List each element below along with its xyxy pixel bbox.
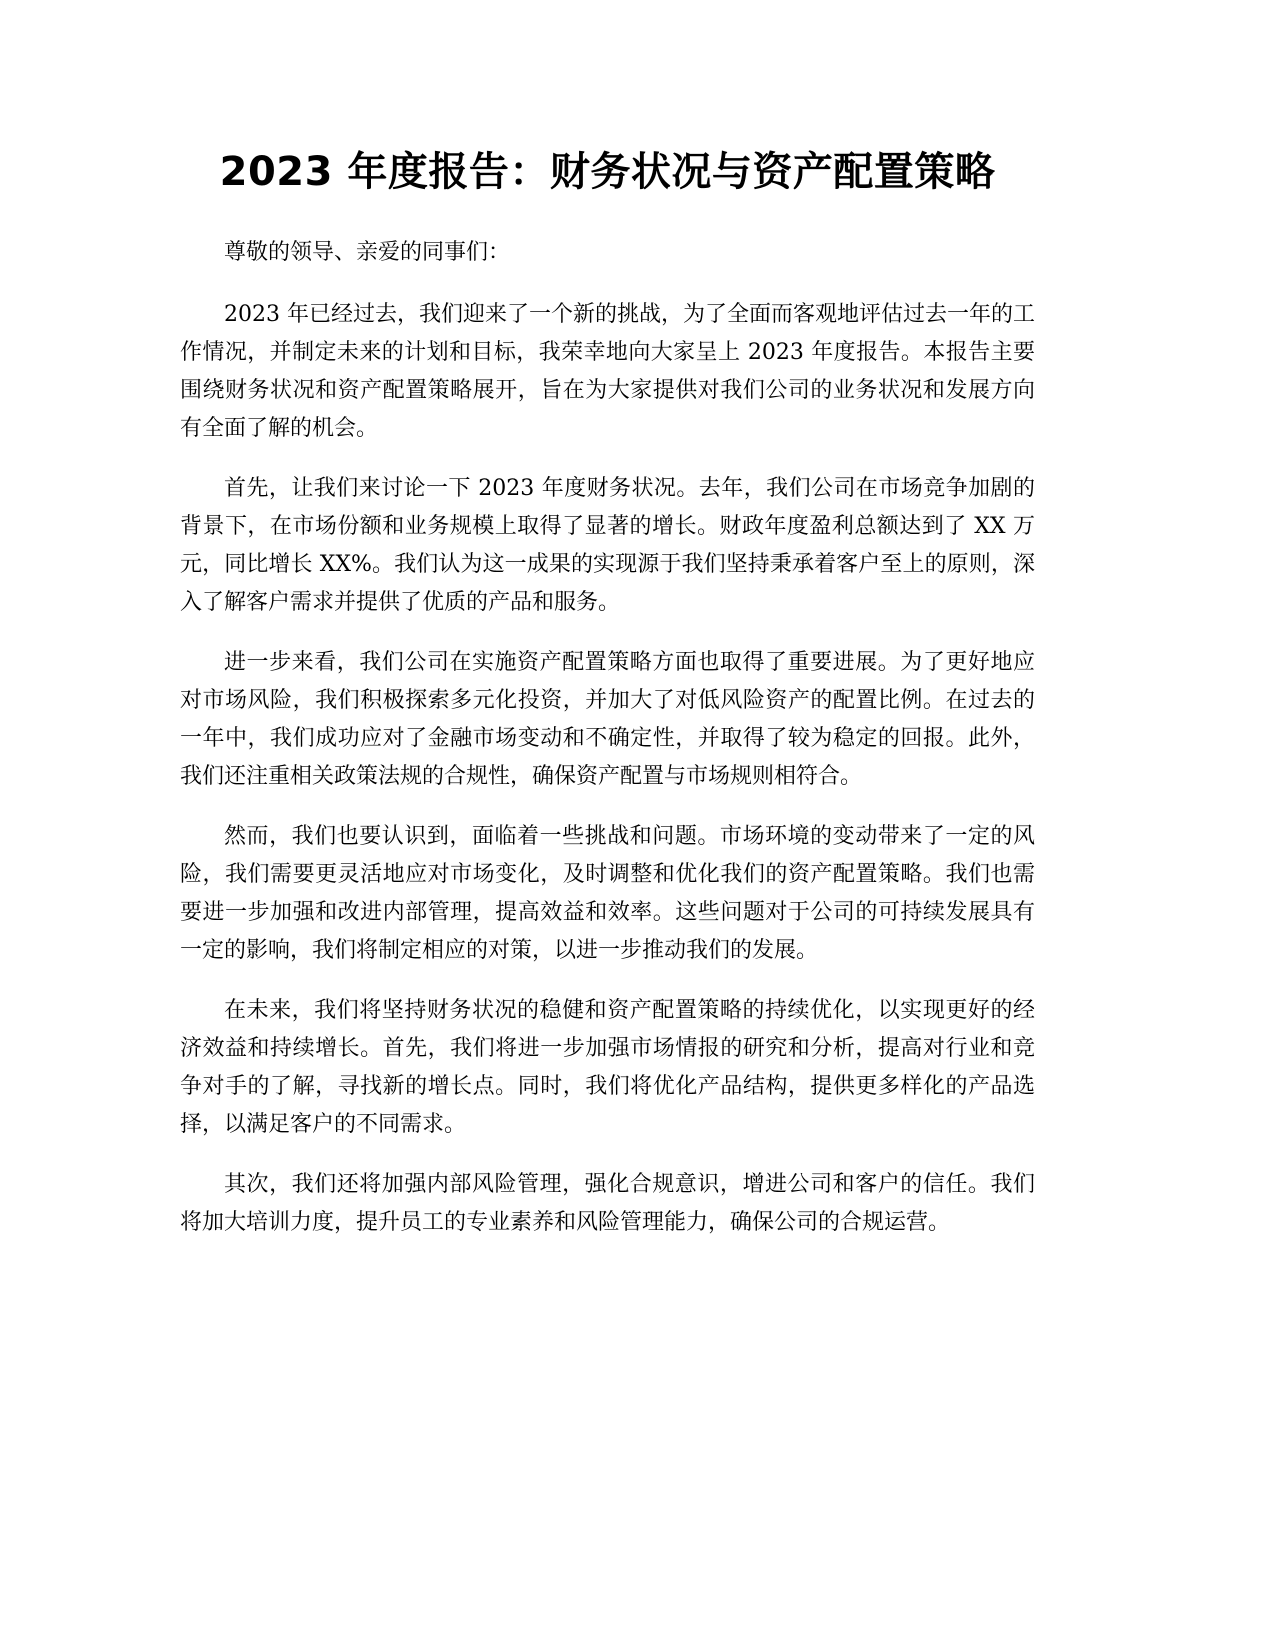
paragraph-financial-status: 首先，让我们来讨论一下 2023 年度财务状况。去年，我们公司在市场竞争加剧的背景下，在市场份额和业务规模上取得了显著的增长。财政年度盈利总额达到了 XX 万元，同比增长 XX%。我们认为这一成果的实现源于我们坚持秉承着客户至上的原则，深入了解客户需求并提供了优质的产品和服务。 xyxy=(180,476,1035,615)
document-page xyxy=(180,140,1035,1264)
paragraph-asset-allocation: 进一步来看，我们公司在实施资产配置策略方面也取得了重要进展。为了更好地应对市场风险，我们积极探索多元化投资，并加大了对低风险资产的配置比例。在过去的一年中，我们成功应对了金融市场变动和不确定性，并取得了较为稳定的回报。此外，我们还注重相关政策法规的合规性，确保资产配置与市场规则相符合。 xyxy=(180,650,1035,789)
document-title: 2023 年度报告：财务状况与资产配置策略 xyxy=(219,149,996,195)
paragraph-intro: 2023 年已经过去，我们迎来了一个新的挑战，为了全面而客观地评估过去一年的工作情况，并制定未来的计划和目标，我荣幸地向大家呈上 2023 年度报告。本报告主要围绕财务状况和资产配置策略展开，旨在为大家提供对我们公司的业务状况和发展方向有全面了解的机会。 xyxy=(180,302,1035,441)
paragraph-risk-management: 其次，我们还将加强内部风险管理，强化合规意识，增进公司和客户的信任。我们将加大培训力度，提升员工的专业素养和风险管理能力，确保公司的合规运营。 xyxy=(180,1172,1035,1235)
paragraph-challenges: 然而，我们也要认识到，面临着一些挑战和问题。市场环境的变动带来了一定的风险，我们需要更灵活地应对市场变化，及时调整和优化我们的资产配置策略。我们也需要进一步加强和改进内部管理，提高效益和效率。这些问题对于公司的可持续发展具有一定的影响，我们将制定相应的对策，以进一步推动我们的发展。 xyxy=(180,824,1035,963)
salutation: 尊敬的领导、亲爱的同事们： xyxy=(224,240,511,265)
paragraph-future-plans: 在未来，我们将坚持财务状况的稳健和资产配置策略的持续优化，以实现更好的经济效益和持续增长。首先，我们将进一步加强市场情报的研究和分析，提高对行业和竞争对手的了解，寻找新的增长点。同时，我们将优化产品结构，提供更多样化的产品选择，以满足客户的不同需求。 xyxy=(180,998,1035,1137)
